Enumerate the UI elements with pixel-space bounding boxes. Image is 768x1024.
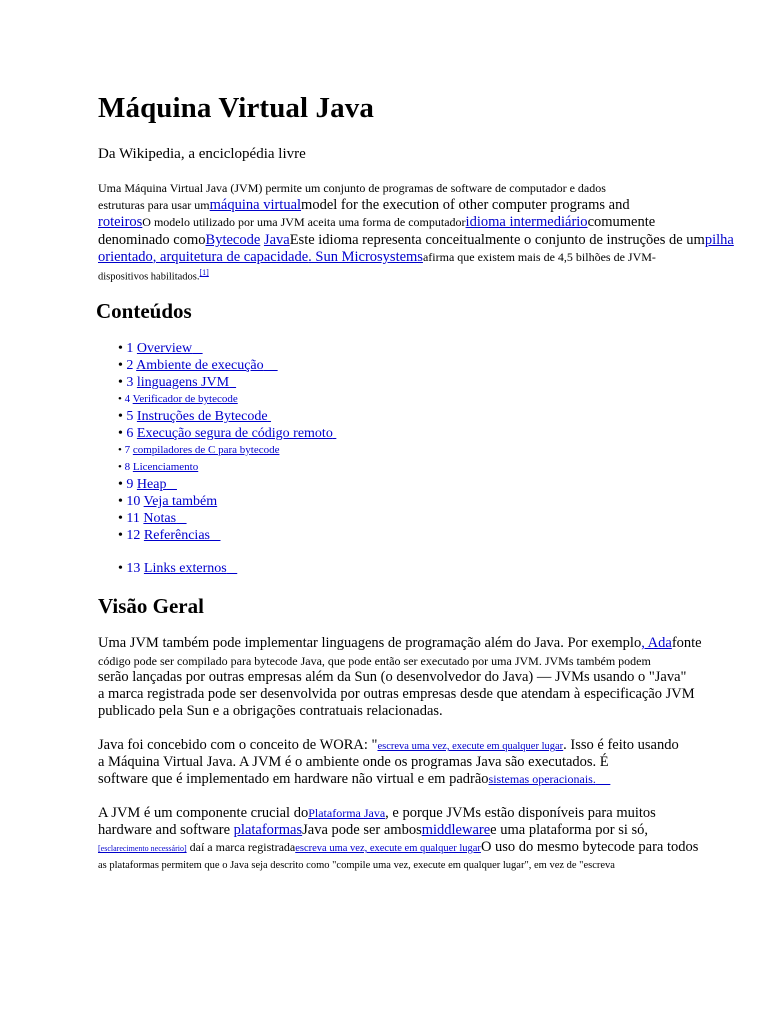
intro-line-6: dispositivos habilitados.[1]	[98, 268, 209, 283]
link-pilha[interactable]: pilha	[704, 232, 734, 248]
link-plataforma-java[interactable]: Plataforma Java	[308, 806, 386, 820]
toc-item[interactable]: • 10 Veja também	[118, 494, 218, 509]
overview-p1-line-1: Uma JVM também pode implementar linguagens de programação além do Java. Por exemplo, Adafonte	[98, 635, 702, 651]
overview-p2-line-3: software que é implementado em hardware não virtual e em padrãosistemas operacionais.	[98, 771, 596, 787]
link-sistemas-operacionais[interactable]: sistemas operacionais.	[488, 772, 596, 786]
intro-line-1: Uma Máquina Virtual Java (JVM) permite um conjunto de programas de software de computador e dados	[98, 181, 606, 195]
page-subtitle: Da Wikipedia, a enciclopédia livre	[98, 146, 306, 162]
intro-line-2: estruturas para usar ummáquina virtualmodel for the execution of other computer programs and	[98, 197, 630, 213]
link-wora[interactable]: escreva uma vez, execute em qualquer lugar	[377, 741, 564, 752]
overview-p2-line-2: a Máquina Virtual Java. A JVM é o ambiente onde os programas Java são executados. É	[98, 754, 609, 770]
overview-p3-line-1: A JVM é um componente crucial doPlataforma Java, e porque JVMs estão disponíveis para muitos	[98, 805, 656, 821]
toc-item[interactable]: • 8 Licenciamento	[118, 461, 199, 473]
link-sun-microsystems[interactable]: . Sun Microsystems	[308, 249, 423, 265]
toc-item[interactable]: • 7 compiladores de C para bytecode	[118, 444, 280, 456]
link-middleware[interactable]: middleware	[421, 822, 491, 838]
ref-1-link[interactable]: [1]	[199, 268, 209, 277]
overview-p1-line-5: publicado pela Sun e a obrigações contratuais relacionadas.	[98, 703, 443, 719]
toc-item[interactable]: • 3 linguagens JVM	[118, 375, 230, 390]
overview-p1-line-2: código pode ser compilado para bytecode Java, que pode então ser executado por uma JVM. JVMs também podem	[98, 654, 651, 668]
link-orientado[interactable]: orientado	[98, 249, 153, 265]
toc-item[interactable]: • 2 Ambiente de execução	[118, 358, 264, 373]
link-maquina-virtual[interactable]: máquina virtual	[209, 197, 302, 213]
intro-line-5: orientado, arquitetura de capacidade. Sun Microsystemsafirma que existem mais de 4,5 bilhões de JVM-	[98, 249, 656, 265]
overview-p1-line-3: serão lançadas por outras empresas além da Sun (o desenvolvedor do Java) — JVMs usando o "Java"	[98, 669, 687, 685]
link-bytecode[interactable]: Bytecode	[205, 232, 261, 248]
overview-p1-line-4: a marca registrada pode ser desenvolvida por outras empresas desde que atendam à especificação JVM	[98, 686, 695, 702]
intro-line-4: denominado comoBytecode JavaEste idioma representa conceitualmente o conjunto de instruções de umpilha	[98, 232, 734, 248]
link-arquitetura[interactable]: , arquitetura de capacidade	[152, 249, 309, 265]
toc-item[interactable]: • 5 Instruções de Bytecode	[118, 409, 268, 424]
link-roteiros[interactable]: roteiros	[98, 214, 143, 230]
link-wora-2[interactable]: escreva uma vez, execute em qualquer lugar	[295, 843, 481, 854]
overview-p2-line-1: Java foi concebido com o conceito de WORA: "escreva uma vez, execute em qualquer lugar. Isso é feito usando	[98, 737, 679, 753]
toc-item[interactable]: • 12 Referências	[118, 528, 210, 543]
link-java[interactable]: Java	[263, 232, 290, 248]
toc-item[interactable]: • 9 Heap	[118, 477, 167, 492]
toc-item[interactable]: • 1 Overview	[118, 341, 193, 356]
overview-p3-line-4: as plataformas permitem que o Java seja descrito como "compile uma vez, execute em qualquer lugar", em vez de "escreva	[98, 860, 615, 871]
contents-heading: Conteúdos	[96, 299, 192, 323]
link-plataformas[interactable]: plataformas	[233, 822, 303, 838]
toc-item[interactable]: • 4 Verificador de bytecode	[118, 393, 238, 405]
toc-item[interactable]: • 11 Notas	[118, 511, 177, 526]
link-ada[interactable]: , Ada	[641, 635, 672, 651]
link-idioma-intermediario[interactable]: idioma intermediário	[465, 214, 588, 230]
overview-p3-line-2: hardware and software plataformasJava pode ser ambosmiddlewaree uma plataforma por si só,	[98, 822, 649, 838]
toc-item[interactable]: • 13 Links externos	[118, 561, 227, 576]
page-title: Máquina Virtual Java	[98, 92, 374, 124]
overview-heading: Visão Geral	[98, 594, 204, 618]
overview-p3-line-3: [esclarecimento necessário] daí a marca registradaescreva uma vez, execute em qualquer lugarO uso do mesmo bytecode para todos	[98, 839, 699, 855]
link-esclarecimento[interactable]: [esclarecimento necessário]	[98, 844, 187, 853]
intro-line-3: roteirosO modelo utilizado por uma JVM aceita uma forma de computadoridioma intermediáriocomumente	[98, 214, 656, 230]
toc-item[interactable]: • 6 Execução segura de código remoto	[118, 426, 333, 441]
